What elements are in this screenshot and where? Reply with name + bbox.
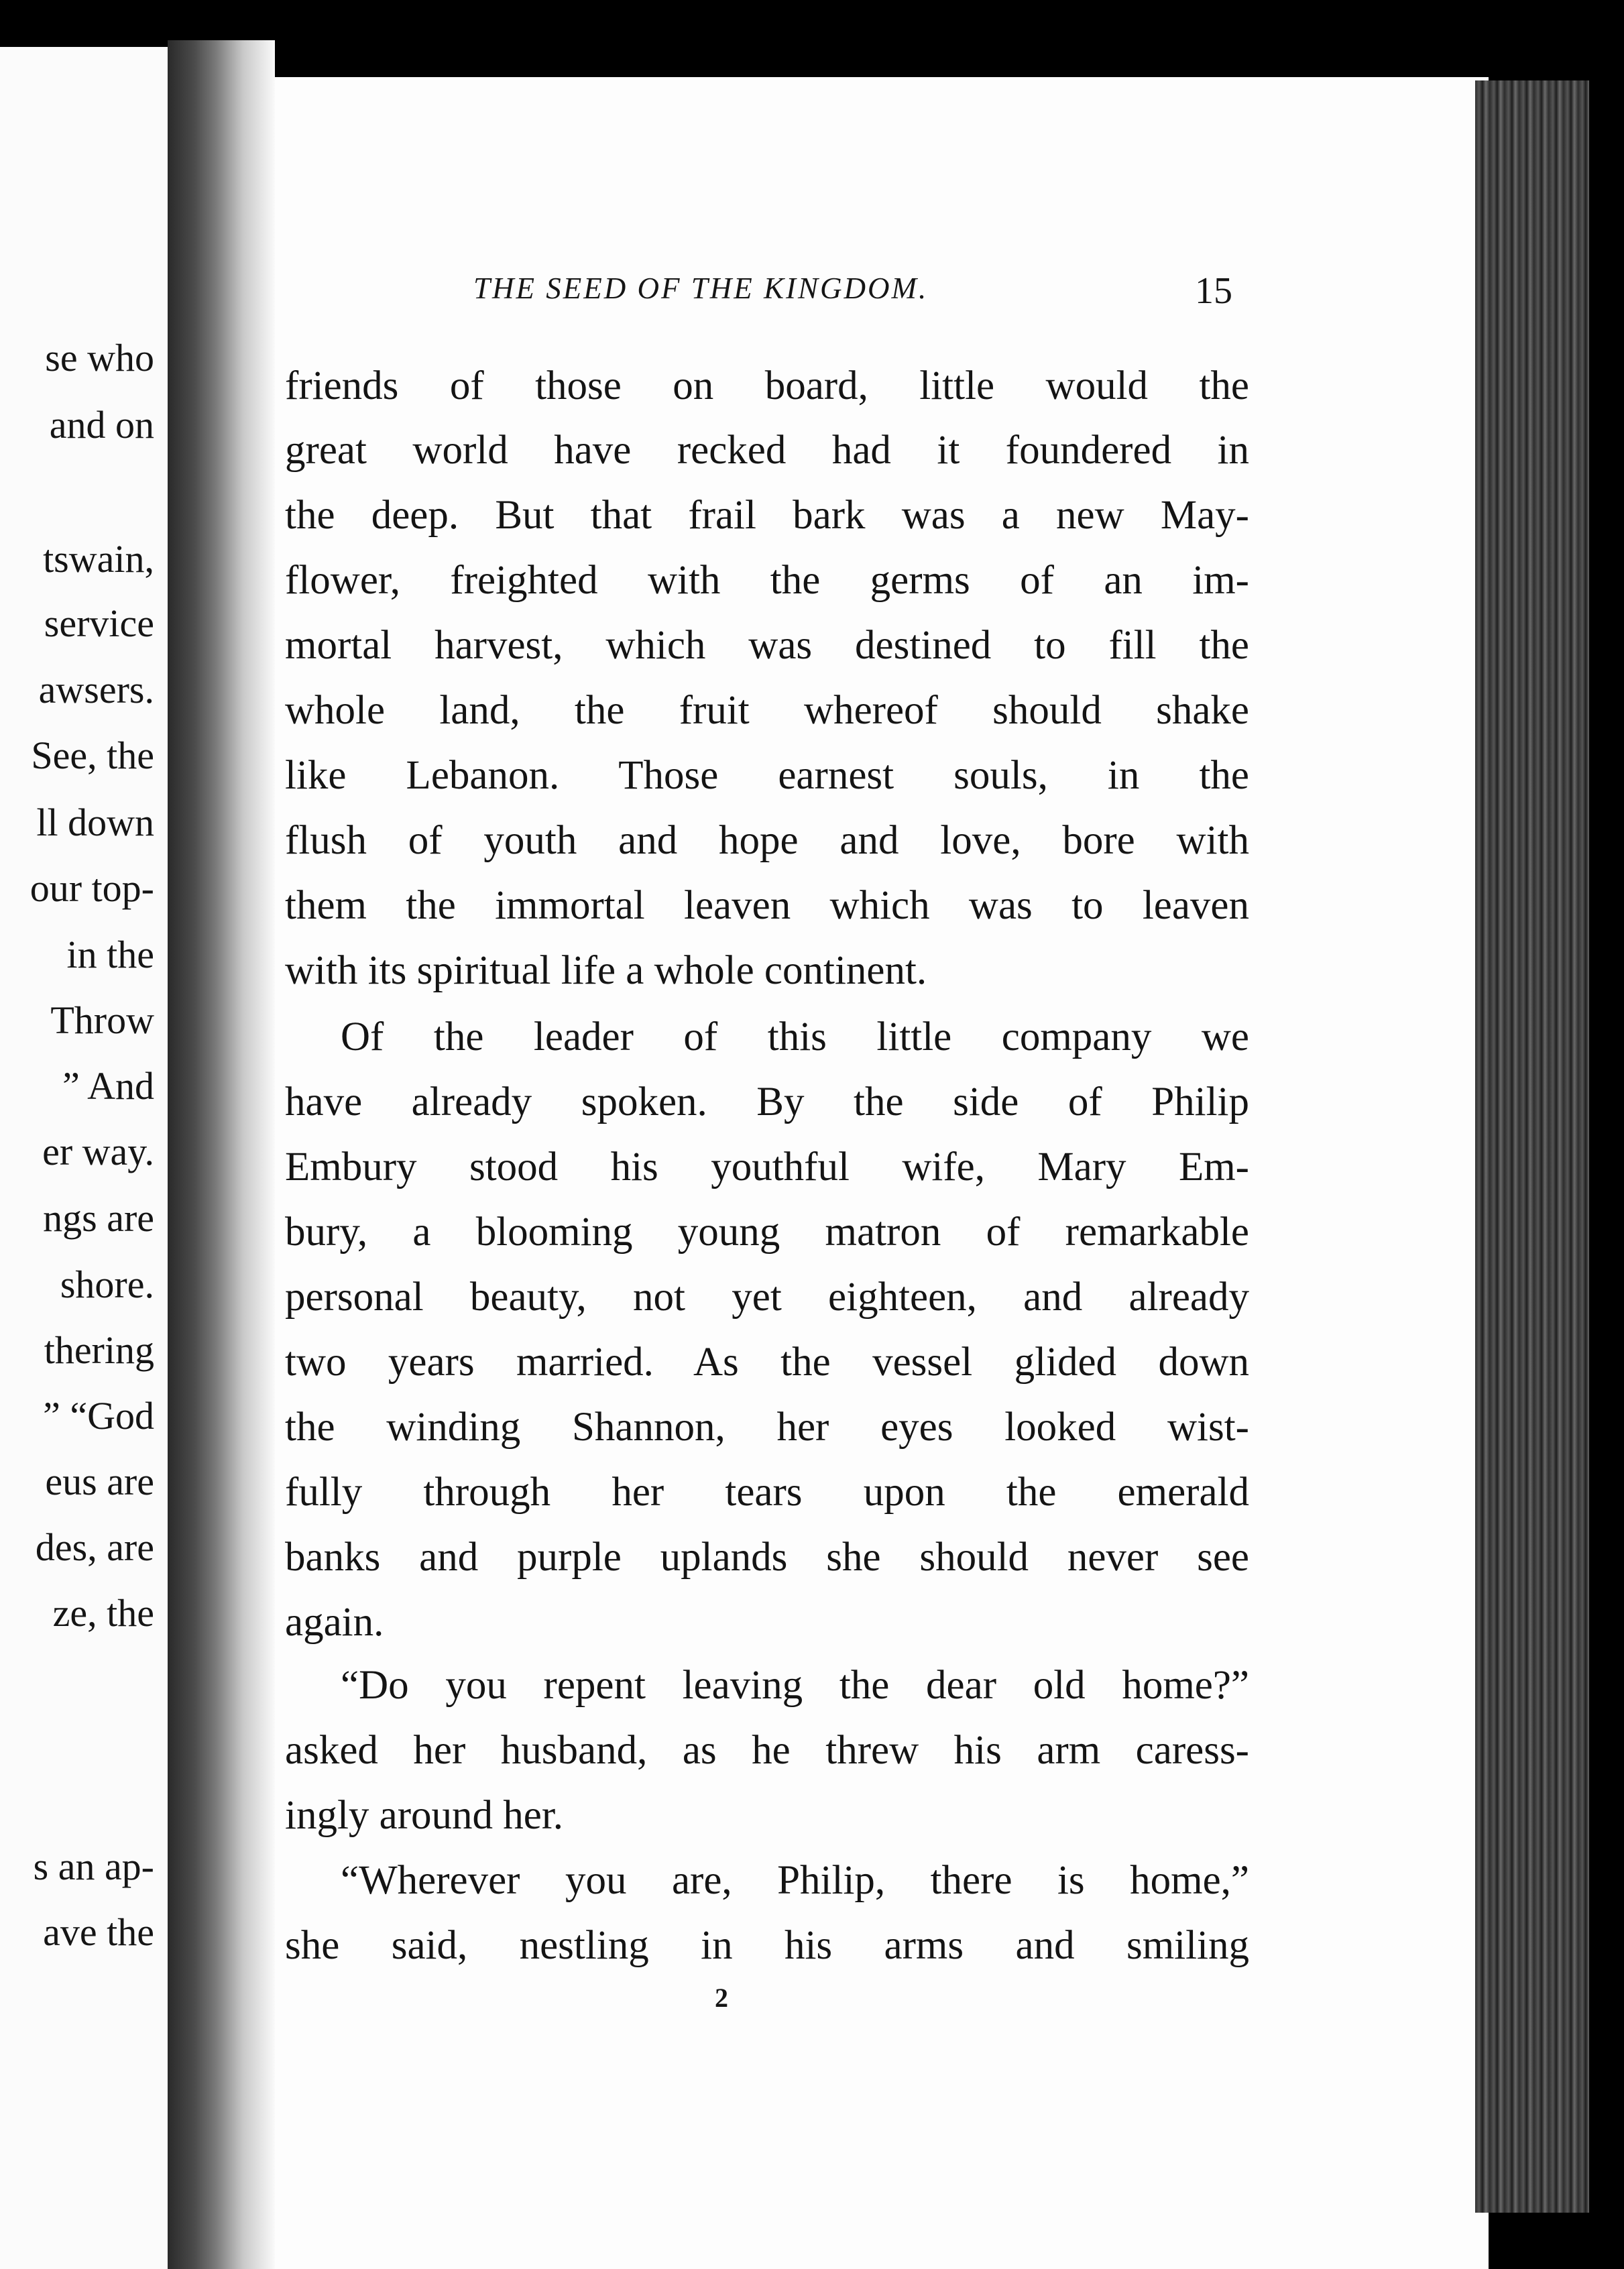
page-edges bbox=[1475, 80, 1589, 2213]
text-line: the winding Shannon, her eyes looked wist- bbox=[285, 1405, 1249, 1450]
text-line: “Do you repent leaving the dear old home?” bbox=[341, 1663, 1249, 1708]
signature-mark: 2 bbox=[715, 1983, 728, 2013]
text-line: them the immortal leaven which was to leaven bbox=[285, 883, 1249, 928]
left-line: ” And bbox=[62, 1064, 154, 1108]
text-line: again. bbox=[285, 1600, 384, 1645]
text-line: ingly around her. bbox=[285, 1793, 564, 1838]
text-line: fully through her tears upon the emerald bbox=[285, 1470, 1249, 1515]
left-line: in the bbox=[66, 933, 154, 976]
right-margin bbox=[1589, 0, 1624, 2269]
text-line: personal beauty, not yet eighteen, and already bbox=[285, 1275, 1249, 1320]
running-head: THE SEED OF THE KINGDOM. bbox=[473, 272, 929, 305]
left-line: ” “God bbox=[43, 1394, 154, 1438]
left-line: ll down bbox=[36, 801, 154, 844]
text-line: great world have recked had it foundered in bbox=[285, 428, 1249, 473]
text-line: like Lebanon. Those earnest souls, in the bbox=[285, 753, 1249, 798]
text-line: two years married. As the vessel glided down bbox=[285, 1340, 1249, 1385]
left-line: ngs are bbox=[43, 1196, 154, 1240]
left-line: our top- bbox=[30, 866, 154, 910]
page-number: 15 bbox=[1195, 270, 1232, 312]
left-line: service bbox=[44, 601, 154, 645]
text-line: whole land, the fruit whereof should shake bbox=[285, 688, 1249, 733]
text-line: “Wherever you are, Philip, there is home,” bbox=[341, 1858, 1249, 1903]
left-line: er way. bbox=[42, 1130, 154, 1173]
text-line: with its spiritual life a whole continent. bbox=[285, 948, 927, 993]
left-line: shore. bbox=[60, 1263, 154, 1306]
book-gutter bbox=[168, 40, 275, 2269]
left-line: s an ap- bbox=[33, 1845, 154, 1888]
text-line: flower, freighted with the germs of an im- bbox=[285, 558, 1249, 603]
text-line: flush of youth and hope and love, bore with bbox=[285, 818, 1249, 863]
left-line: ave the bbox=[43, 1910, 154, 1954]
left-line: tswain, bbox=[43, 537, 154, 581]
left-line: and on bbox=[49, 403, 154, 447]
text-line: she said, nestling in his arms and smiling bbox=[285, 1923, 1249, 1968]
text-line: mortal harvest, which was destined to fill the bbox=[285, 623, 1249, 668]
left-line: See, the bbox=[31, 734, 154, 777]
text-line: the deep. But that frail bark was a new May- bbox=[285, 493, 1249, 538]
text-line: asked her husband, as he threw his arm caress- bbox=[285, 1728, 1249, 1773]
text-line: Embury stood his youthful wife, Mary Em- bbox=[285, 1145, 1249, 1189]
left-line: awsers. bbox=[38, 668, 154, 711]
left-line: thering bbox=[44, 1328, 154, 1372]
left-line: ze, the bbox=[52, 1591, 154, 1635]
text-line: banks and purple uplands she should never see bbox=[285, 1535, 1249, 1580]
left-line: des, are bbox=[35, 1525, 154, 1569]
left-line: eus are bbox=[45, 1460, 154, 1503]
text-line: friends of those on board, little would the bbox=[285, 363, 1249, 408]
text-line: have already spoken. By the side of Philip bbox=[285, 1080, 1249, 1124]
left-line: se who bbox=[45, 336, 154, 380]
left-line: Throw bbox=[50, 998, 154, 1042]
text-line: bury, a blooming young matron of remarkable bbox=[285, 1210, 1249, 1255]
text-line: Of the leader of this little company we bbox=[341, 1014, 1249, 1059]
